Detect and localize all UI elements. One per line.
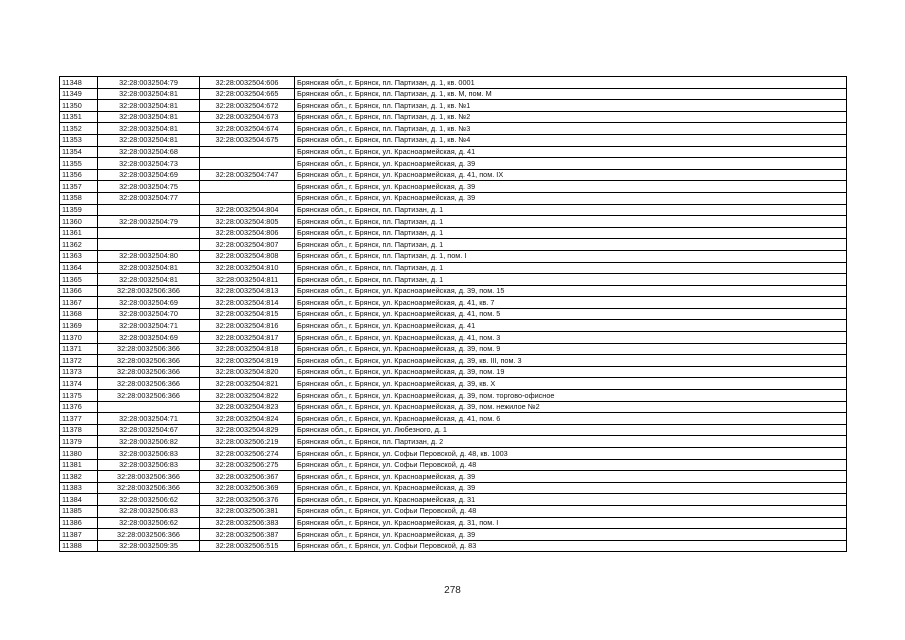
address-cell: Брянская обл., г. Брянск, ул. Красноармейская, д. 39 bbox=[295, 158, 847, 170]
table-row bbox=[60, 123, 847, 135]
address-cell: Брянская обл., г. Брянск, ул. Красноармейская, д. 41, пом. 5 bbox=[295, 308, 847, 320]
row-number-cell: 11375 bbox=[60, 390, 98, 402]
address-cell: Брянская обл., г. Брянск, ул. Любезного, д. 1 bbox=[295, 424, 847, 436]
premises-cadastral-number-cell: 32:28:0032504:804 bbox=[200, 204, 295, 216]
row-number-cell: 11372 bbox=[60, 355, 98, 367]
premises-cadastral-number-cell: 32:28:0032506:367 bbox=[200, 471, 295, 483]
building-cadastral-number-cell: 32:28:0032506:83 bbox=[98, 505, 200, 517]
premises-cadastral-number-cell: 32:28:0032506:275 bbox=[200, 459, 295, 471]
row-number-cell: 11365 bbox=[60, 274, 98, 286]
address-cell: Брянская обл., г. Брянск, ул. Красноармейская, д. 39, пом. 19 bbox=[295, 366, 847, 378]
premises-cadastral-number-cell: 32:28:0032506:369 bbox=[200, 482, 295, 494]
address-cell: Брянская обл., г. Брянск, ул. Софьи Перовской, д. 48, кв. 1003 bbox=[295, 448, 847, 460]
building-cadastral-number-cell bbox=[98, 227, 200, 239]
building-cadastral-number-cell: 32:28:0032506:366 bbox=[98, 529, 200, 541]
building-cadastral-number-cell: 32:28:0032506:366 bbox=[98, 482, 200, 494]
building-cadastral-number-cell: 32:28:0032504:71 bbox=[98, 413, 200, 425]
row-number-cell: 11379 bbox=[60, 436, 98, 448]
address-cell: Брянская обл., г. Брянск, пл. Партизан, д. 1, пом. I bbox=[295, 250, 847, 262]
premises-cadastral-number-cell: 32:28:0032504:606 bbox=[200, 77, 295, 89]
building-cadastral-number-cell bbox=[98, 401, 200, 413]
table-row bbox=[60, 88, 847, 100]
table-row bbox=[60, 274, 847, 286]
row-number-cell: 11351 bbox=[60, 111, 98, 123]
table-row bbox=[60, 424, 847, 436]
building-cadastral-number-cell: 32:28:0032504:79 bbox=[98, 216, 200, 228]
table-row bbox=[60, 250, 847, 262]
address-cell: Брянская обл., г. Брянск, ул. Красноармейская, д. 41 bbox=[295, 146, 847, 158]
premises-cadastral-number-cell: 32:28:0032506:515 bbox=[200, 540, 295, 552]
table-row bbox=[60, 505, 847, 517]
address-cell: Брянская обл., г. Брянск, ул. Красноармейская, д. 41, пом. 3 bbox=[295, 332, 847, 344]
premises-cadastral-number-cell: 32:28:0032504:814 bbox=[200, 297, 295, 309]
building-cadastral-number-cell: 32:28:0032506:366 bbox=[98, 366, 200, 378]
row-number-cell: 11356 bbox=[60, 169, 98, 181]
row-number-cell: 11386 bbox=[60, 517, 98, 529]
premises-cadastral-number-cell: 32:28:0032506:381 bbox=[200, 505, 295, 517]
table-row bbox=[60, 192, 847, 204]
table-row bbox=[60, 158, 847, 170]
page-number: 278 bbox=[444, 585, 461, 596]
row-number-cell: 11384 bbox=[60, 494, 98, 506]
table-row bbox=[60, 540, 847, 552]
address-cell: Брянская обл., г. Брянск, ул. Красноармейская, д. 39, пом. 15 bbox=[295, 285, 847, 297]
address-cell: Брянская обл., г. Брянск, ул. Красноармейская, д. 39, пом. торгово-офисное bbox=[295, 390, 847, 402]
address-cell: Брянская обл., г. Брянск, ул. Красноармейская, д. 31, пом. I bbox=[295, 517, 847, 529]
premises-cadastral-number-cell: 32:28:0032504:674 bbox=[200, 123, 295, 135]
address-cell: Брянская обл., г. Брянск, ул. Красноармейская, д. 41, пом. IX bbox=[295, 169, 847, 181]
premises-cadastral-number-cell: 32:28:0032504:673 bbox=[200, 111, 295, 123]
row-number-cell: 11366 bbox=[60, 285, 98, 297]
row-number-cell: 11352 bbox=[60, 123, 98, 135]
building-cadastral-number-cell: 32:28:0032506:82 bbox=[98, 436, 200, 448]
row-number-cell: 11350 bbox=[60, 100, 98, 112]
row-number-cell: 11377 bbox=[60, 413, 98, 425]
table-row bbox=[60, 146, 847, 158]
address-cell: Брянская обл., г. Брянск, пл. Партизан, д. 1 bbox=[295, 216, 847, 228]
premises-cadastral-number-cell: 32:28:0032504:747 bbox=[200, 169, 295, 181]
address-cell: Брянская обл., г. Брянск, пл. Партизан, д. 1, кв. №4 bbox=[295, 134, 847, 146]
address-cell: Брянская обл., г. Брянск, ул. Красноармейская, д. 39, пом. нежилое №2 bbox=[295, 401, 847, 413]
row-number-cell: 11355 bbox=[60, 158, 98, 170]
building-cadastral-number-cell bbox=[98, 239, 200, 251]
building-cadastral-number-cell: 32:28:0032506:366 bbox=[98, 471, 200, 483]
row-number-cell: 11362 bbox=[60, 239, 98, 251]
row-number-cell: 11387 bbox=[60, 529, 98, 541]
premises-cadastral-number-cell: 32:28:0032504:822 bbox=[200, 390, 295, 402]
address-cell: Брянская обл., г. Брянск, ул. Красноармейская, д. 41 bbox=[295, 320, 847, 332]
address-cell: Брянская обл., г. Брянск, пл. Партизан, д. 1, кв. М, пом. М bbox=[295, 88, 847, 100]
row-number-cell: 11378 bbox=[60, 424, 98, 436]
premises-cadastral-number-cell: 32:28:0032504:816 bbox=[200, 320, 295, 332]
premises-cadastral-number-cell bbox=[200, 158, 295, 170]
table-row bbox=[60, 517, 847, 529]
premises-cadastral-number-cell: 32:28:0032504:805 bbox=[200, 216, 295, 228]
table-row bbox=[60, 448, 847, 460]
building-cadastral-number-cell: 32:28:0032506:366 bbox=[98, 355, 200, 367]
address-cell: Брянская обл., г. Брянск, ул. Красноармейская, д. 39, пом. 9 bbox=[295, 343, 847, 355]
building-cadastral-number-cell: 32:28:0032504:81 bbox=[98, 134, 200, 146]
premises-cadastral-number-cell: 32:28:0032506:274 bbox=[200, 448, 295, 460]
table-row bbox=[60, 320, 847, 332]
table-row bbox=[60, 239, 847, 251]
address-cell: Брянская обл., г. Брянск, пл. Партизан, д. 1, кв. №3 bbox=[295, 123, 847, 135]
row-number-cell: 11358 bbox=[60, 192, 98, 204]
address-cell: Брянская обл., г. Брянск, пл. Партизан, д. 1 bbox=[295, 239, 847, 251]
row-number-cell: 11381 bbox=[60, 459, 98, 471]
premises-cadastral-number-cell: 32:28:0032504:817 bbox=[200, 332, 295, 344]
row-number-cell: 11374 bbox=[60, 378, 98, 390]
premises-cadastral-number-cell: 32:28:0032504:813 bbox=[200, 285, 295, 297]
row-number-cell: 11361 bbox=[60, 227, 98, 239]
building-cadastral-number-cell: 32:28:0032506:62 bbox=[98, 494, 200, 506]
building-cadastral-number-cell: 32:28:0032504:80 bbox=[98, 250, 200, 262]
table-row bbox=[60, 482, 847, 494]
building-cadastral-number-cell: 32:28:0032506:62 bbox=[98, 517, 200, 529]
table-row bbox=[60, 378, 847, 390]
address-cell: Брянская обл., г. Брянск, ул. Красноармейская, д. 39 bbox=[295, 181, 847, 193]
table-row bbox=[60, 204, 847, 216]
building-cadastral-number-cell: 32:28:0032506:83 bbox=[98, 459, 200, 471]
row-number-cell: 11382 bbox=[60, 471, 98, 483]
premises-cadastral-number-cell: 32:28:0032504:821 bbox=[200, 378, 295, 390]
table-row bbox=[60, 227, 847, 239]
premises-cadastral-number-cell bbox=[200, 146, 295, 158]
address-cell: Брянская обл., г. Брянск, пл. Партизан, д. 1, кв. №2 bbox=[295, 111, 847, 123]
property-register-table bbox=[59, 76, 847, 552]
building-cadastral-number-cell: 32:28:0032504:69 bbox=[98, 169, 200, 181]
building-cadastral-number-cell: 32:28:0032504:73 bbox=[98, 158, 200, 170]
table-row bbox=[60, 401, 847, 413]
table-row bbox=[60, 366, 847, 378]
premises-cadastral-number-cell: 32:28:0032504:824 bbox=[200, 413, 295, 425]
table-row bbox=[60, 100, 847, 112]
premises-cadastral-number-cell: 32:28:0032504:665 bbox=[200, 88, 295, 100]
building-cadastral-number-cell: 32:28:0032506:366 bbox=[98, 285, 200, 297]
premises-cadastral-number-cell: 32:28:0032504:808 bbox=[200, 250, 295, 262]
row-number-cell: 11364 bbox=[60, 262, 98, 274]
premises-cadastral-number-cell: 32:28:0032504:815 bbox=[200, 308, 295, 320]
premises-cadastral-number-cell: 32:28:0032506:383 bbox=[200, 517, 295, 529]
building-cadastral-number-cell: 32:28:0032506:83 bbox=[98, 448, 200, 460]
row-number-cell: 11376 bbox=[60, 401, 98, 413]
table-row bbox=[60, 436, 847, 448]
building-cadastral-number-cell: 32:28:0032504:69 bbox=[98, 297, 200, 309]
address-cell: Брянская обл., г. Брянск, ул. Красноармейская, д. 39, кв. III, пом. 3 bbox=[295, 355, 847, 367]
building-cadastral-number-cell: 32:28:0032504:69 bbox=[98, 332, 200, 344]
premises-cadastral-number-cell: 32:28:0032504:818 bbox=[200, 343, 295, 355]
row-number-cell: 11359 bbox=[60, 204, 98, 216]
row-number-cell: 11373 bbox=[60, 366, 98, 378]
row-number-cell: 11353 bbox=[60, 134, 98, 146]
building-cadastral-number-cell: 32:28:0032504:81 bbox=[98, 274, 200, 286]
premises-cadastral-number-cell: 32:28:0032504:829 bbox=[200, 424, 295, 436]
table-row bbox=[60, 459, 847, 471]
building-cadastral-number-cell: 32:28:0032506:366 bbox=[98, 343, 200, 355]
table-row bbox=[60, 134, 847, 146]
table-row bbox=[60, 285, 847, 297]
building-cadastral-number-cell: 32:28:0032506:366 bbox=[98, 390, 200, 402]
row-number-cell: 11371 bbox=[60, 343, 98, 355]
premises-cadastral-number-cell bbox=[200, 192, 295, 204]
register-table-body bbox=[60, 77, 847, 552]
row-number-cell: 11360 bbox=[60, 216, 98, 228]
building-cadastral-number-cell: 32:28:0032504:81 bbox=[98, 123, 200, 135]
building-cadastral-number-cell: 32:28:0032504:67 bbox=[98, 424, 200, 436]
premises-cadastral-number-cell: 32:28:0032506:387 bbox=[200, 529, 295, 541]
building-cadastral-number-cell: 32:28:0032504:81 bbox=[98, 100, 200, 112]
table-row bbox=[60, 216, 847, 228]
address-cell: Брянская обл., г. Брянск, ул. Красноармейская, д. 39 bbox=[295, 471, 847, 483]
address-cell: Брянская обл., г. Брянск, ул. Красноармейская, д. 31 bbox=[295, 494, 847, 506]
building-cadastral-number-cell: 32:28:0032504:81 bbox=[98, 88, 200, 100]
table-row bbox=[60, 355, 847, 367]
premises-cadastral-number-cell: 32:28:0032504:672 bbox=[200, 100, 295, 112]
address-cell: Брянская обл., г. Брянск, ул. Софьи Перовской, д. 83 bbox=[295, 540, 847, 552]
row-number-cell: 11349 bbox=[60, 88, 98, 100]
table-row bbox=[60, 297, 847, 309]
premises-cadastral-number-cell: 32:28:0032504:675 bbox=[200, 134, 295, 146]
row-number-cell: 11348 bbox=[60, 77, 98, 89]
premises-cadastral-number-cell: 32:28:0032504:819 bbox=[200, 355, 295, 367]
table-row bbox=[60, 111, 847, 123]
row-number-cell: 11383 bbox=[60, 482, 98, 494]
premises-cadastral-number-cell: 32:28:0032504:807 bbox=[200, 239, 295, 251]
premises-cadastral-number-cell: 32:28:0032504:806 bbox=[200, 227, 295, 239]
table-row bbox=[60, 262, 847, 274]
address-cell: Брянская обл., г. Брянск, пл. Партизан, д. 2 bbox=[295, 436, 847, 448]
table-row bbox=[60, 308, 847, 320]
address-cell: Брянская обл., г. Брянск, пл. Партизан, д. 1, кв. 0001 bbox=[295, 77, 847, 89]
table-row bbox=[60, 413, 847, 425]
row-number-cell: 11380 bbox=[60, 448, 98, 460]
building-cadastral-number-cell: 32:28:0032504:79 bbox=[98, 77, 200, 89]
premises-cadastral-number-cell: 32:28:0032506:376 bbox=[200, 494, 295, 506]
address-cell: Брянская обл., г. Брянск, пл. Партизан, д. 1 bbox=[295, 262, 847, 274]
premises-cadastral-number-cell: 32:28:0032504:823 bbox=[200, 401, 295, 413]
table-row bbox=[60, 343, 847, 355]
row-number-cell: 11370 bbox=[60, 332, 98, 344]
building-cadastral-number-cell: 32:28:0032509:35 bbox=[98, 540, 200, 552]
address-cell: Брянская обл., г. Брянск, ул. Софьи Перовской, д. 48 bbox=[295, 505, 847, 517]
table-row bbox=[60, 471, 847, 483]
table-row bbox=[60, 77, 847, 89]
building-cadastral-number-cell: 32:28:0032504:71 bbox=[98, 320, 200, 332]
building-cadastral-number-cell: 32:28:0032504:81 bbox=[98, 262, 200, 274]
premises-cadastral-number-cell: 32:28:0032506:219 bbox=[200, 436, 295, 448]
row-number-cell: 11363 bbox=[60, 250, 98, 262]
premises-cadastral-number-cell: 32:28:0032504:820 bbox=[200, 366, 295, 378]
building-cadastral-number-cell: 32:28:0032504:81 bbox=[98, 111, 200, 123]
table-row bbox=[60, 494, 847, 506]
address-cell: Брянская обл., г. Брянск, ул. Красноармейская, д. 39 bbox=[295, 192, 847, 204]
row-number-cell: 11368 bbox=[60, 308, 98, 320]
address-cell: Брянская обл., г. Брянск, ул. Красноармейская, д. 41, кв. 7 bbox=[295, 297, 847, 309]
row-number-cell: 11369 bbox=[60, 320, 98, 332]
address-cell: Брянская обл., г. Брянск, ул. Красноармейская, д. 39 bbox=[295, 529, 847, 541]
address-cell: Брянская обл., г. Брянск, пл. Партизан, д. 1, кв. №1 bbox=[295, 100, 847, 112]
row-number-cell: 11357 bbox=[60, 181, 98, 193]
row-number-cell: 11388 bbox=[60, 540, 98, 552]
address-cell: Брянская обл., г. Брянск, пл. Партизан, д. 1 bbox=[295, 227, 847, 239]
table-row bbox=[60, 529, 847, 541]
address-cell: Брянская обл., г. Брянск, ул. Красноармейская, д. 39, кв. X bbox=[295, 378, 847, 390]
building-cadastral-number-cell: 32:28:0032504:77 bbox=[98, 192, 200, 204]
row-number-cell: 11354 bbox=[60, 146, 98, 158]
address-cell: Брянская обл., г. Брянск, ул. Софьи Перовской, д. 48 bbox=[295, 459, 847, 471]
building-cadastral-number-cell: 32:28:0032504:68 bbox=[98, 146, 200, 158]
address-cell: Брянская обл., г. Брянск, пл. Партизан, д. 1 bbox=[295, 274, 847, 286]
row-number-cell: 11385 bbox=[60, 505, 98, 517]
premises-cadastral-number-cell: 32:28:0032504:810 bbox=[200, 262, 295, 274]
address-cell: Брянская обл., г. Брянск, ул. Красноармейская, д. 39 bbox=[295, 482, 847, 494]
premises-cadastral-number-cell: 32:28:0032504:811 bbox=[200, 274, 295, 286]
table-row bbox=[60, 169, 847, 181]
building-cadastral-number-cell: 32:28:0032504:75 bbox=[98, 181, 200, 193]
row-number-cell: 11367 bbox=[60, 297, 98, 309]
building-cadastral-number-cell: 32:28:0032506:366 bbox=[98, 378, 200, 390]
address-cell: Брянская обл., г. Брянск, ул. Красноармейская, д. 41, пом. 6 bbox=[295, 413, 847, 425]
table-row bbox=[60, 390, 847, 402]
premises-cadastral-number-cell bbox=[200, 181, 295, 193]
building-cadastral-number-cell: 32:28:0032504:70 bbox=[98, 308, 200, 320]
table-row bbox=[60, 332, 847, 344]
building-cadastral-number-cell bbox=[98, 204, 200, 216]
address-cell: Брянская обл., г. Брянск, пл. Партизан, д. 1 bbox=[295, 204, 847, 216]
table-row bbox=[60, 181, 847, 193]
